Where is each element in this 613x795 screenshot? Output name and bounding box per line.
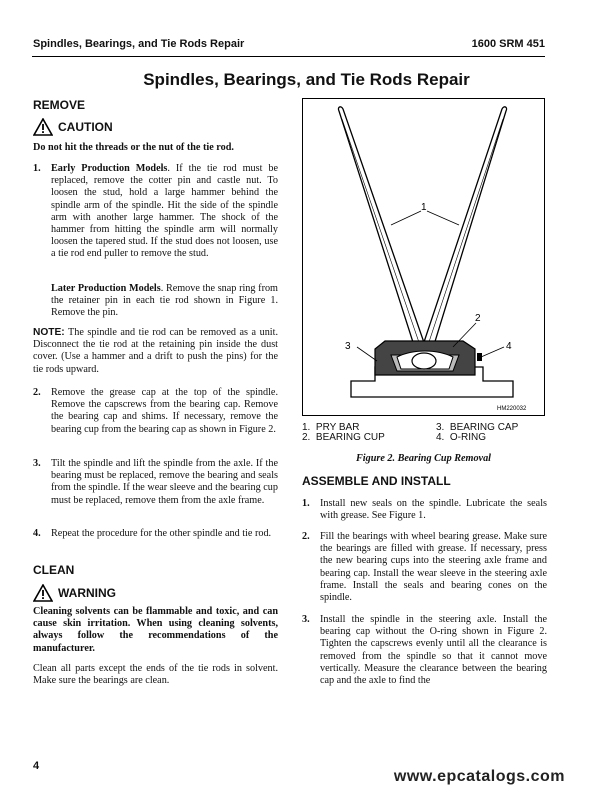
warning-text: Cleaning solvents can be flammable and toxic, and can cause skin irritation. When using cleaning solvents, always follow the recommendations of the manufacturer. — [33, 606, 278, 654]
warning-triangle-icon — [33, 118, 53, 136]
step-number: 2. — [33, 387, 41, 398]
header-rule — [32, 56, 545, 57]
warning-header — [33, 584, 116, 602]
running-header-doc-id: 1600 SRM 451 — [471, 38, 545, 50]
step-text: . If the tie rod must be replaced, remove the cotter pin and castle nut. To loosen the stud, hold a large hammer behind the spindle arm of the spindle. Hit the side of the spindle arm with another large hammer. The shock of the hammer from hitting the spindle arm will normally loosen the tapered stud. If the stud does not loosen, use a tie rod end puller to remove the stud. — [51, 163, 278, 260]
step-text: Repeat the procedure for the other spindle and tie rod. — [51, 528, 272, 539]
pry-bar-right — [419, 107, 507, 361]
legend-item-2: 2. BEARING CUP — [302, 432, 385, 443]
page-number: 4 — [33, 760, 40, 772]
bearing-cup-removal-illustration — [303, 99, 544, 415]
remove-step-1b — [33, 283, 278, 320]
step-number: 3. — [302, 614, 310, 625]
step-number: 3. — [33, 458, 41, 469]
step-text: . Remove the snap ring from the retainer pin in each tie rod shown in Figure 1. Remove the pin. — [51, 283, 278, 319]
clean-body: Clean all parts except the ends of the tie rods in solvent. Make sure the bearings are clean. — [33, 663, 278, 687]
figure-2-frame — [302, 98, 545, 416]
step-lead: Early Production Models — [51, 163, 168, 174]
callout-2: 2 — [475, 313, 481, 324]
step-number: 1. — [302, 498, 310, 509]
step-number: 4. — [33, 528, 41, 539]
legend-item-1: 1. PRY BAR — [302, 422, 360, 433]
remove-step-1 — [33, 163, 278, 261]
assemble-step-3 — [302, 614, 547, 687]
caution-header — [33, 118, 113, 136]
callout-1: 1 — [421, 202, 427, 213]
step-number: 2. — [302, 531, 310, 542]
assemble-step-1 — [302, 498, 547, 522]
pry-bar-left — [338, 107, 429, 361]
warning-label: WARNING — [58, 586, 116, 600]
remove-step-2 — [33, 387, 278, 436]
figure-code: HM220032 — [497, 406, 527, 412]
caution-text: Do not hit the threads or the nut of the tie rod. — [33, 142, 234, 153]
section-heading-clean: CLEAN — [33, 563, 75, 577]
remove-step-3 — [33, 458, 278, 507]
warning-triangle-icon — [33, 584, 53, 602]
step-text: Fill the bearings with wheel bearing grease. Make sure the bearings are filled with grease. If necessary, press the new bearing cups into the steering axle frame and bearing cap. Install the wear sleeve in the steering axle frame. Install the seals and bearing cones on the spindle. — [320, 531, 547, 604]
step-text: Install the spindle in the steering axle. Install the bearing cap without the O-ring shown in Figure 2. Tighten the capscrews evenly until all the clearance is removed from the spindle so that it cannot move vertically. Measure the clearance between the bearing cap and the axle to find the — [320, 614, 547, 687]
legend-item-3: 3. BEARING CAP — [436, 422, 519, 433]
watermark: www.epcatalogs.com — [393, 768, 565, 785]
section-heading-assemble: ASSEMBLE AND INSTALL — [302, 474, 451, 488]
page-title: Spindles, Bearings, and Tie Rods Repair — [143, 70, 470, 89]
step-text: Install new seals on the spindle. Lubricate the seals with grease. See Figure 1. — [320, 498, 547, 522]
step-text: Remove the grease cap at the top of the spindle. Remove the capscrews from the bearing cap. Remove the bearing cap and shims. If necessary, remove the bearing cup from the bearing cap as shown in Figure 2. — [51, 387, 278, 435]
note-block — [33, 327, 278, 376]
step-text: Tilt the spindle and lift the spindle from the axle. If the bearing must be replaced, remove the bearing and seals from the spindle. If the wear sleeve and the bearing cup must be replaced, remove them from the axle frame. — [51, 458, 278, 506]
note-label: NOTE: — [33, 327, 65, 338]
step-lead: Later Production Models — [51, 283, 161, 294]
section-heading-remove: REMOVE — [33, 98, 86, 112]
assemble-step-2 — [302, 531, 547, 604]
step-number: 1. — [33, 163, 41, 174]
legend-item-4: 4. O-RING — [436, 432, 487, 443]
remove-step-4 — [33, 528, 278, 540]
note-text: The spindle and tie rod can be removed as a unit. Disconnect the tie rod at the retaining pin inside the dust cover. (Use a hammer and a drift to push the pins) for the tie rods upward. — [33, 327, 278, 375]
running-header-title: Spindles, Bearings, and Tie Rods Repair — [33, 38, 245, 50]
figure-caption: Figure 2. Bearing Cup Removal — [356, 453, 491, 464]
callout-3: 3 — [345, 341, 351, 352]
caution-label: CAUTION — [58, 120, 113, 134]
callout-4: 4 — [506, 341, 512, 352]
